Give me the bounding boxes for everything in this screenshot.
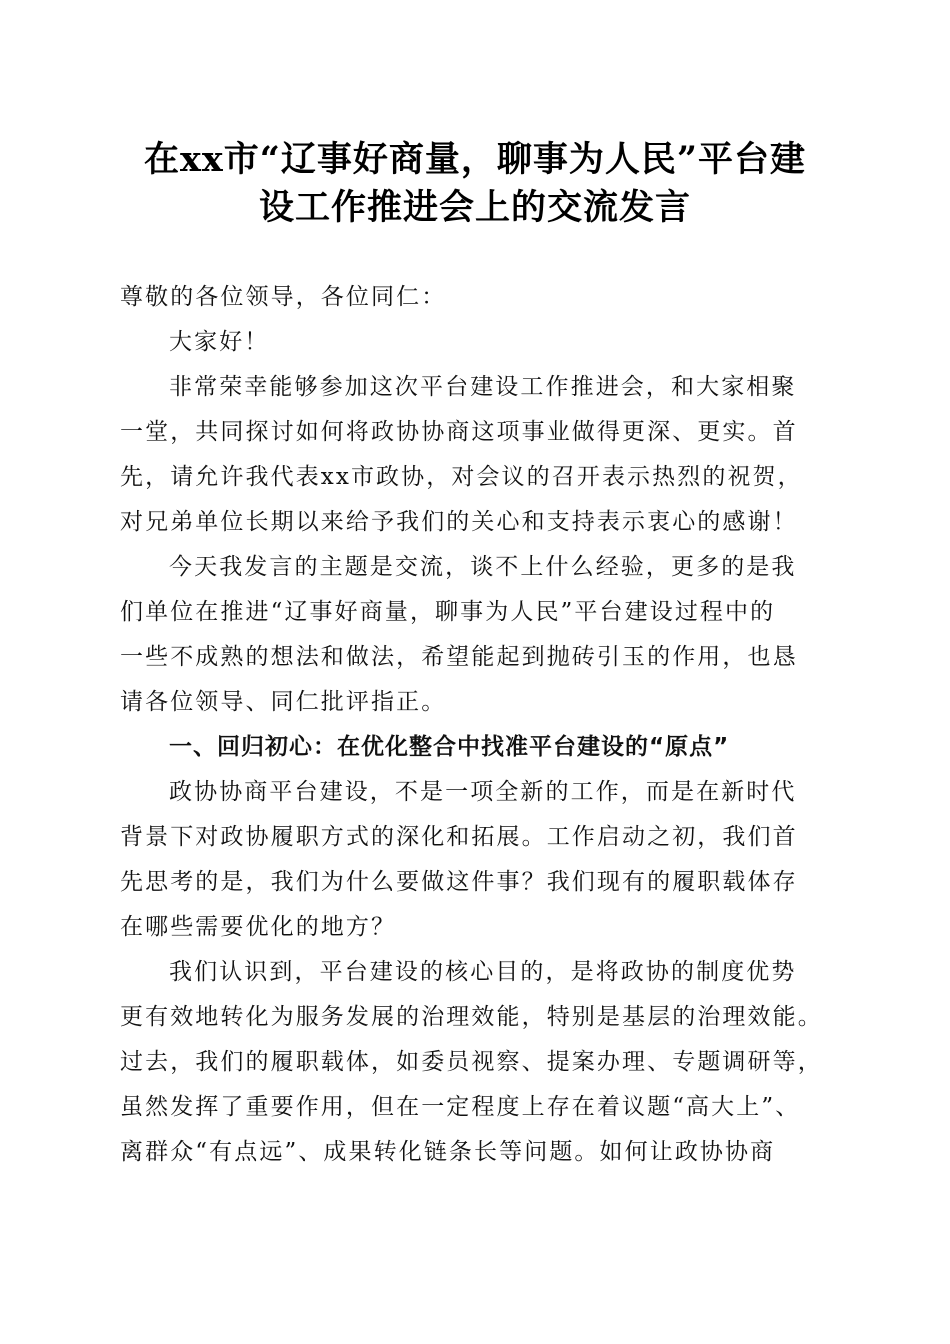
paragraph-line: 离群众“有点远”、成果转化链条长等问题。如何让政协协商 bbox=[120, 1139, 776, 1165]
paragraph-line: 非常荣幸能够参加这次平台建设工作推进会，和大家相聚 bbox=[169, 374, 797, 400]
paragraph-line: 对兄弟单位长期以来给予我们的关心和支持表示衷心的感谢！ bbox=[120, 509, 798, 535]
paragraph-line: 过去，我们的履职载体，如委员视察、提案办理、专题调研等， bbox=[120, 1049, 823, 1075]
paragraph-line: 虽然发挥了重要作用，但在一定程度上存在着议题“高大上”、 bbox=[120, 1094, 801, 1120]
paragraph-line: 我们认识到，平台建设的核心目的，是将政协的制度优势 bbox=[169, 959, 797, 985]
paragraph-line: 在哪些需要优化的地方？ bbox=[120, 914, 397, 940]
document-title-line-2: 设工作推进会上的交流发言 bbox=[258, 187, 691, 228]
paragraph-line: 今天我发言的主题是交流，谈不上什么经验，更多的是我 bbox=[169, 554, 797, 580]
paragraph-line: 政协协商平台建设，不是一项全新的工作，而是在新时代 bbox=[169, 779, 797, 805]
paragraph-line: 一些不成熟的想法和做法，希望能起到抛砖引玉的作用，也恳 bbox=[120, 644, 798, 670]
paragraph-line: 更有效地转化为服务发展的治理效能，特别是基层的治理效能。 bbox=[120, 1004, 823, 1030]
paragraph-line: 一堂，共同探讨如何将政协协商这项事业做得更深、更实。首 bbox=[120, 419, 798, 445]
paragraph-line: 请各位领导、同仁批评指正。 bbox=[120, 689, 447, 715]
section-heading: 一、回归初心：在优化整合中找准平台建设的“原点” bbox=[169, 734, 730, 760]
paragraph-line: 背景下对政协履职方式的深化和拓展。工作启动之初，我们首 bbox=[120, 824, 798, 850]
paragraph-line: 先思考的是，我们为什么要做这件事？我们现有的履职载体存 bbox=[120, 869, 798, 895]
salutation: 尊敬的各位领导，各位同仁： bbox=[120, 284, 447, 310]
greeting: 大家好！ bbox=[169, 329, 270, 355]
paragraph-line: 先，请允许我代表xx市政协，对会议的召开表示热烈的祝贺， bbox=[120, 464, 803, 490]
document-title-line-1: 在xx市“辽事好商量，聊事为人民”平台建 bbox=[144, 139, 806, 180]
paragraph-line: 们单位在推进“辽事好商量，聊事为人民”平台建设过程中的 bbox=[120, 599, 776, 625]
